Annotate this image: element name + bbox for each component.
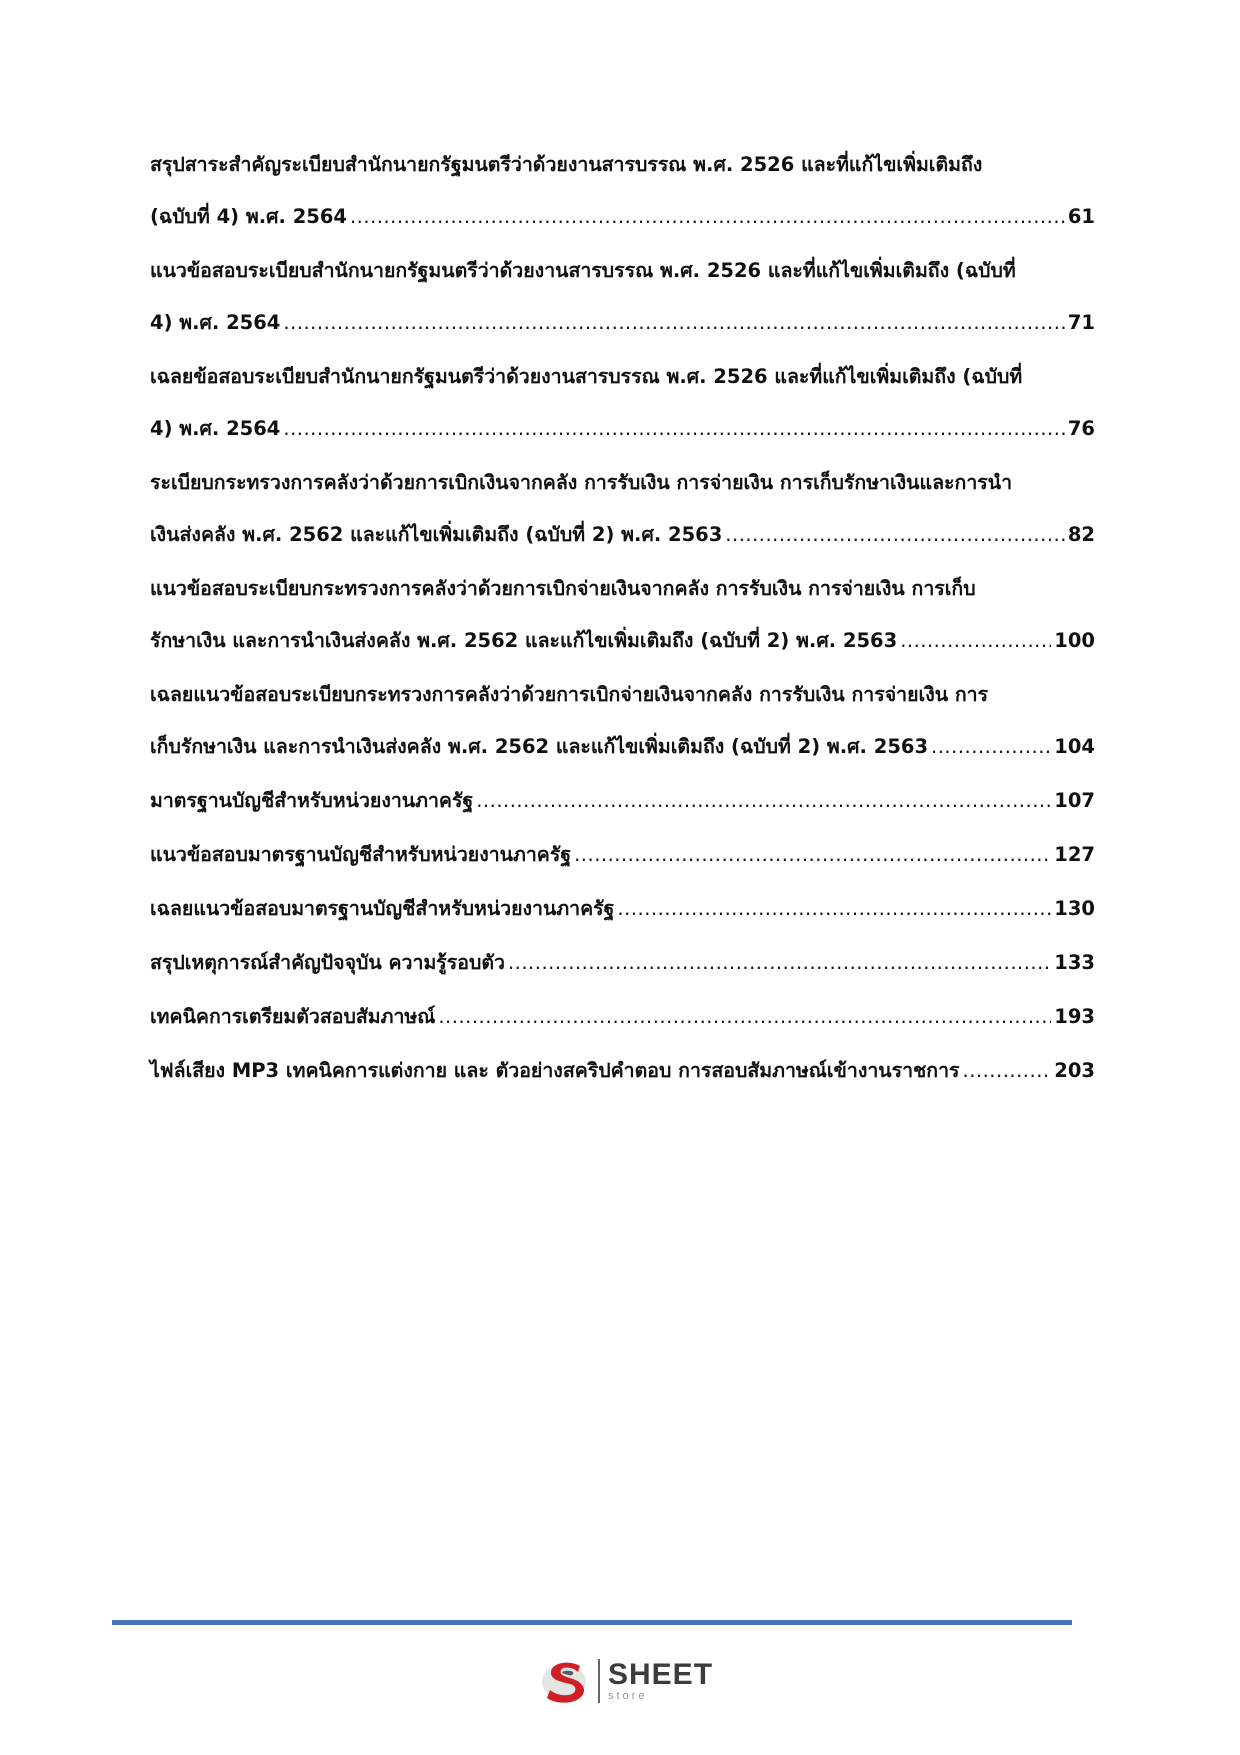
toc-line [150, 682, 1095, 708]
toc-page-number: 107 [1054, 789, 1095, 812]
toc-line [150, 258, 1095, 284]
toc-entry[interactable] [150, 258, 1095, 336]
dot-leader [438, 1004, 1051, 1030]
toc-line [150, 1004, 1095, 1030]
toc-line [150, 628, 1095, 654]
toc-entry-title: เก็บรักษาเงิน และการนำเงินส่งคลัง พ.ศ. 2562 และแก้ไขเพิ่มเติมถึง (ฉบับที่ 2) พ.ศ. 2563 [150, 735, 929, 758]
toc-entry-title: แนวข้อสอบมาตรฐานบัญชีสำหรับหน่วยงานภาครัฐ [150, 843, 572, 866]
toc-entry-title: ไฟล์เสียง MP3 เทคนิคการแต่งกาย และ ตัวอย่างสคริปคำตอบ การสอบสัมภาษณ์เข้างานราชการ [150, 1059, 960, 1082]
toc-line [150, 470, 1095, 496]
toc-entry[interactable] [150, 470, 1095, 548]
toc-entry-title: เฉลยแนวข้อสอบระเบียบกระทรวงการคลังว่าด้วยการเบิกจ่ายเงินจากคลัง การรับเงิน การจ่ายเงิน การ [150, 683, 989, 706]
toc-entry-title: สรุปเหตุการณ์สำคัญปัจจุบัน ความรู้รอบตัว [150, 951, 505, 974]
toc-page-number: 203 [1054, 1059, 1095, 1082]
dot-leader [931, 734, 1051, 760]
toc-page-number: 133 [1054, 951, 1095, 974]
logo-subtitle: store [608, 1690, 648, 1702]
toc-entry[interactable] [150, 152, 1095, 230]
toc-entry-title: 4) พ.ศ. 2564 [150, 311, 281, 334]
toc-entry[interactable] [150, 1058, 1095, 1084]
dot-leader [900, 628, 1051, 654]
toc-line [150, 152, 1095, 178]
toc-page-number: 71 [1067, 311, 1095, 334]
toc-line [150, 896, 1095, 922]
toc-entry-title: 4) พ.ศ. 2564 [150, 417, 281, 440]
toc-entry-title: รักษาเงิน และการนำเงินส่งคลัง พ.ศ. 2562 และแก้ไขเพิ่มเติมถึง (ฉบับที่ 2) พ.ศ. 2563 [150, 629, 898, 652]
toc-page-number: 82 [1067, 523, 1095, 546]
toc-line [150, 950, 1095, 976]
dot-leader [350, 204, 1065, 230]
dot-leader [617, 896, 1051, 922]
logo-wordmark [608, 1660, 713, 1702]
toc-entry-title: มาตรฐานบัญชีสำหรับหน่วยงานภาครัฐ [150, 789, 474, 812]
toc-line [150, 1058, 1095, 1084]
dot-leader [725, 522, 1065, 548]
toc-page-number: 100 [1054, 629, 1095, 652]
dot-leader [476, 788, 1051, 814]
toc-entry[interactable] [150, 842, 1095, 868]
toc-entry[interactable] [150, 1004, 1095, 1030]
toc-entry-title: เงินส่งคลัง พ.ศ. 2562 และแก้ไขเพิ่มเติมถึง (ฉบับที่ 2) พ.ศ. 2563 [150, 523, 723, 546]
toc-entry[interactable] [150, 364, 1095, 442]
toc-page-number: 76 [1067, 417, 1095, 440]
toc-line [150, 416, 1095, 442]
toc-entry-title: แนวข้อสอบระเบียบสำนักนายกรัฐมนตรีว่าด้วยงานสารบรรณ พ.ศ. 2526 และที่แก้ไขเพิ่มเติมถึง (ฉบับที่ [150, 259, 1016, 282]
toc-entry[interactable] [150, 682, 1095, 760]
toc-entry-title: เฉลยข้อสอบระเบียบสำนักนายกรัฐมนตรีว่าด้วยงานสารบรรณ พ.ศ. 2526 และที่แก้ไขเพิ่มเติมถึง (ฉบับที่ [150, 365, 1023, 388]
toc-line [150, 204, 1095, 230]
toc-entry-title: สรุปสาระสำคัญระเบียบสำนักนายกรัฐมนตรีว่าด้วยงานสารบรรณ พ.ศ. 2526 และที่แก้ไขเพิ่มเติมถึง [150, 153, 983, 176]
toc-entry-title: (ฉบับที่ 4) พ.ศ. 2564 [150, 205, 347, 228]
footer-rule [112, 1620, 1072, 1625]
toc-line [150, 364, 1095, 390]
toc-page-number: 130 [1054, 897, 1095, 920]
toc-line [150, 734, 1095, 760]
toc-entry-title: เทคนิคการเตรียมตัวสอบสัมภาษณ์ [150, 1005, 436, 1028]
logo-title: SHEET [608, 1658, 714, 1691]
dot-leader [283, 416, 1064, 442]
dot-leader [508, 950, 1051, 976]
sheet-store-logo [540, 1655, 713, 1707]
toc-entry-title: แนวข้อสอบระเบียบกระทรวงการคลังว่าด้วยการเบิกจ่ายเงินจากคลัง การรับเงิน การจ่ายเงิน การเก็บ [150, 577, 976, 600]
toc-page-number: 193 [1054, 1005, 1095, 1028]
logo-separator [598, 1659, 600, 1703]
toc-line [150, 788, 1095, 814]
toc-entry[interactable] [150, 896, 1095, 922]
dot-leader [283, 310, 1064, 336]
toc-page-number: 127 [1054, 843, 1095, 866]
toc-line [150, 842, 1095, 868]
toc-line [150, 576, 1095, 602]
toc-entry[interactable] [150, 950, 1095, 976]
sheet-store-s-icon [540, 1655, 592, 1707]
toc-line [150, 310, 1095, 336]
toc-entry-title: เฉลยแนวข้อสอบมาตรฐานบัญชีสำหรับหน่วยงานภาครัฐ [150, 897, 615, 920]
toc-entry-title: ระเบียบกระทรวงการคลังว่าด้วยการเบิกเงินจากคลัง การรับเงิน การจ่ายเงิน การเก็บรักษาเงินและการนำ [150, 471, 1013, 494]
toc-entry[interactable] [150, 576, 1095, 654]
toc-line [150, 522, 1095, 548]
dot-leader [574, 842, 1051, 868]
toc-page-number: 61 [1067, 205, 1095, 228]
dot-leader [963, 1058, 1052, 1084]
toc-page-number: 104 [1054, 735, 1095, 758]
table-of-contents [150, 152, 1095, 1112]
toc-entry[interactable] [150, 788, 1095, 814]
